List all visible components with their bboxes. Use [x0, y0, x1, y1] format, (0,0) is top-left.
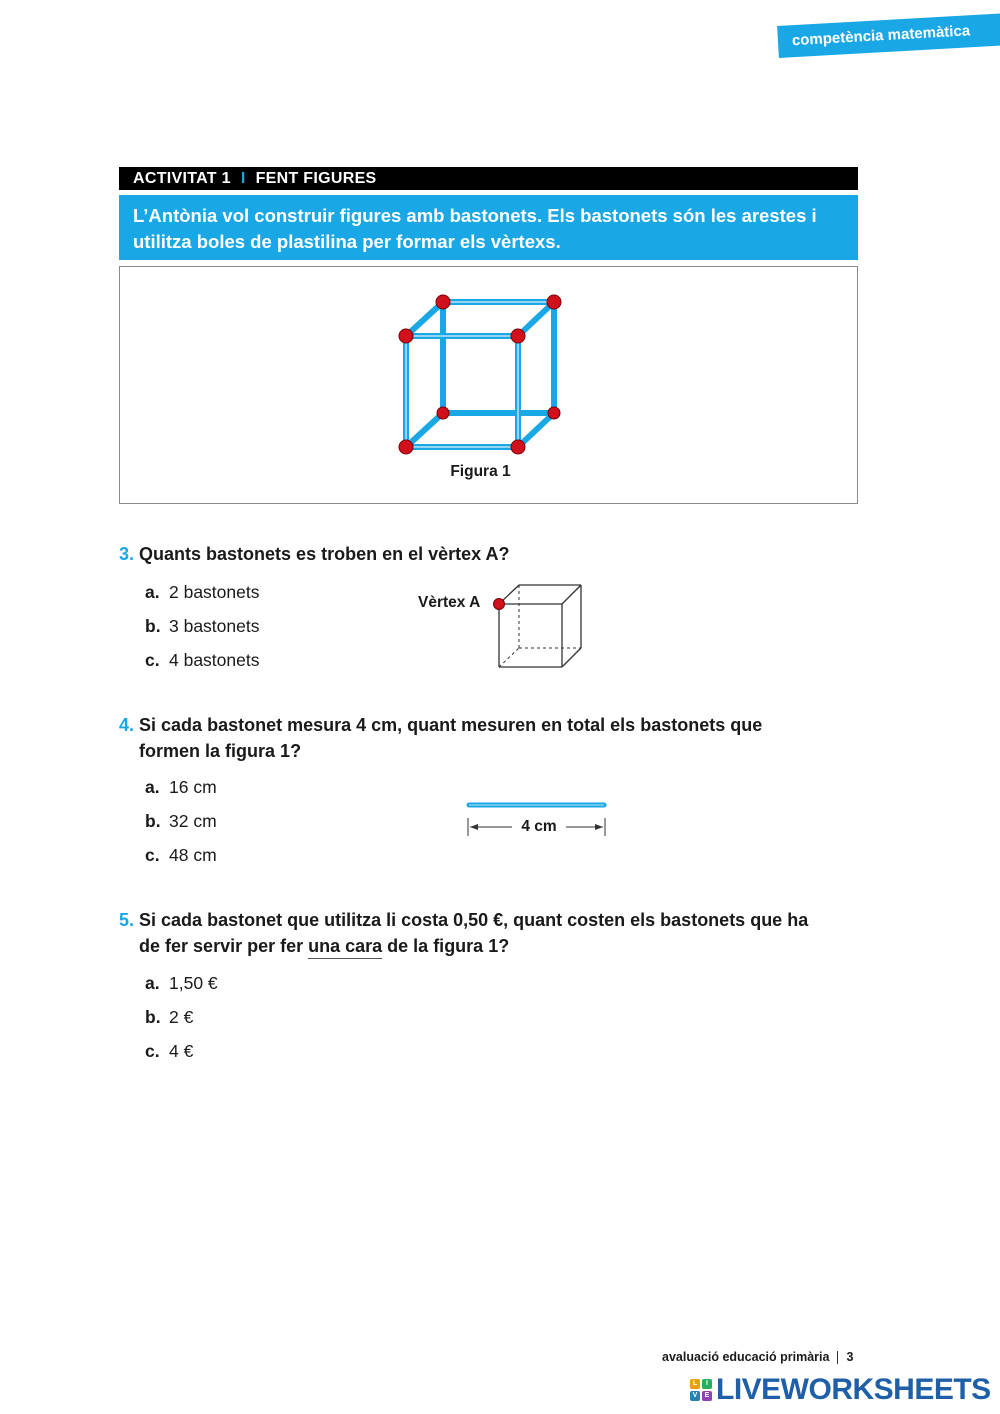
logo-tile: I [702, 1379, 712, 1389]
page-number: 3 [846, 1350, 854, 1364]
option-letter: c. [145, 650, 160, 670]
footer [662, 1350, 853, 1364]
option-letter: c. [145, 845, 160, 865]
option-letter: c. [145, 1041, 160, 1061]
question-number: 5. [119, 910, 135, 930]
option-text: 3 bastonets [169, 616, 260, 636]
vertex-a-dot [494, 599, 505, 610]
measure-label: 4 cm [521, 818, 557, 835]
figure-caption: Figura 1 [450, 463, 511, 480]
activity-label: ACTIVITAT 1 [133, 170, 231, 187]
logo-tile: V [690, 1391, 700, 1401]
q4-option-b[interactable] [145, 809, 217, 833]
q4-option-a[interactable] [145, 775, 217, 799]
option-letter: b. [145, 1007, 161, 1027]
question-number: 3. [119, 544, 135, 564]
option-letter: a. [145, 777, 160, 797]
liveworksheets-logo[interactable]: LIVEWORKSHEETS [716, 1373, 991, 1406]
intro-text: L’Antònia vol construir figures amb bastonets. Els bastonets són les arestes i utilitza boles de plastilina per formar els vèrtexs. [119, 195, 858, 260]
option-text: 2 € [169, 1007, 194, 1027]
option-letter: a. [145, 973, 160, 993]
option-text: 32 cm [169, 811, 217, 831]
activity-header [119, 167, 858, 190]
logo-tile: L [690, 1379, 700, 1389]
question-3 [119, 541, 839, 567]
cube-edges [406, 302, 554, 447]
option-text: 48 cm [169, 845, 217, 865]
liveworksheets-icon [690, 1379, 712, 1401]
cube-figure [390, 290, 575, 462]
logo-tile: E [702, 1391, 712, 1401]
question-number: 4. [119, 715, 135, 735]
question-text: Si cada bastonet que utilitza li costa 0,50 €, quant costen els bastonets que ha de fer servir per fer una cara de la figura 1? [139, 907, 819, 959]
footer-text: avaluació educació primària [662, 1350, 830, 1364]
q5-option-a[interactable] [145, 971, 218, 995]
option-letter: b. [145, 811, 161, 831]
question-text: Quants bastonets es troben en el vèrtex A? [139, 544, 510, 564]
activity-title: FENT FIGURES [255, 170, 377, 187]
option-text: 4 € [169, 1041, 194, 1061]
q5-option-c[interactable] [145, 1039, 193, 1063]
competence-tag: competència matemàtica [777, 13, 1000, 58]
question-4 [119, 712, 839, 764]
option-text: 16 cm [169, 777, 217, 797]
question-text: Si cada bastonet mesura 4 cm, quant mesuren en total els bastonets que formen la figura 1? [139, 715, 763, 761]
q3-option-a[interactable] [145, 580, 259, 604]
underlined-phrase: una cara [308, 936, 382, 959]
activity-separator: I [240, 170, 246, 187]
option-letter: b. [145, 616, 161, 636]
q3-option-b[interactable] [145, 614, 259, 638]
vertex-cube-diagram [490, 578, 586, 672]
option-text: 1,50 € [169, 973, 218, 993]
q4-option-c[interactable] [145, 843, 217, 867]
vertex-a-label: Vèrtex A [418, 594, 481, 611]
q3-option-c[interactable] [145, 648, 259, 672]
option-text: 4 bastonets [169, 650, 260, 670]
q5-option-b[interactable] [145, 1005, 193, 1029]
question-5 [119, 907, 839, 959]
option-letter: a. [145, 582, 160, 602]
option-text: 2 bastonets [169, 582, 260, 602]
